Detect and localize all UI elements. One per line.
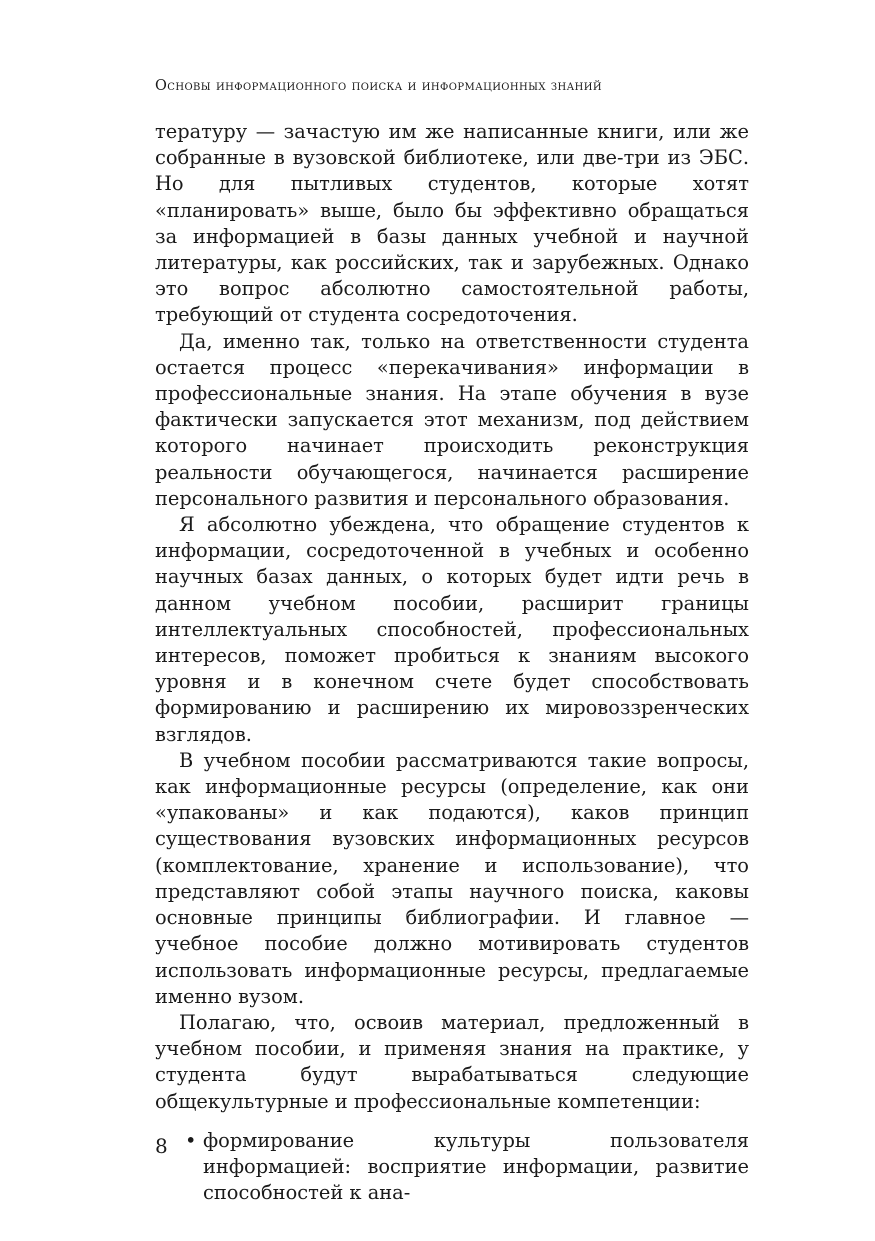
paragraph-4: В учебном пособии рассматриваются такие вопросы, как информационные ресурсы (определение, как они «упакованы» и как подаются), каков принцип существования вузовских информационных ресурсов (комплектование, хранение и использование), что представляют собой этапы научного поиска, каковы основные принципы библиографии. И главное — учебное пособие должно мотивировать студентов использовать информационные ресурсы, предлагаемые именно вузом.	[155, 748, 749, 1008]
paragraph-1: тературу — зачастую им же написанные книги, или же собранные в вузовской библиотеке, или две-три из ЭБС. Но для пытливых студентов, которые хотят «планировать» выше, было бы эффективно обращаться за информацией в базы данных учебной и научной литературы, как российских, так и зарубежных. Однако это вопрос абсолютно самостоятельной работы, требующий от студента сосредоточения.	[155, 120, 749, 327]
paragraph-3: Я абсолютно убеждена, что обращение студентов к информации, сосредоточенной в учебных и особенно научных базах данных, о которых будет идти речь в данном учебном пособии, расширит границы интеллектуальных способностей, профессиональных интересов, поможет пробиться к знаниям высокого уровня и в конечном счете будет способствовать формированию и расширению их мировоззренческих взглядов.	[155, 513, 749, 746]
page-number: 8	[155, 1134, 168, 1158]
body-text	[155, 119, 749, 1206]
list-item	[185, 1128, 749, 1207]
running-header: Основы информационного поиска и информационных знаний	[155, 78, 603, 94]
list-item-text: формирование культуры пользователя информацией: восприятие информации, развитие способностей к ана-	[203, 1128, 749, 1205]
bullet-icon: •	[185, 1128, 197, 1152]
paragraph-5: Полагаю, что, освоив материал, предложенный в учебном пособии, и применяя знания на практике, у студента будут вырабатываться следующие общекультурные и профессиональные компетенции:	[155, 1010, 749, 1113]
paragraph-2: Да, именно так, только на ответственности студента остается процесс «перекачивания» информации в профессиональные знания. На этапе обучения в вузе фактически запускается этот механизм, под действием которого начинает происходить реконструкция реальности обучающегося, начинается расширение персонального развития и персонального образования.	[155, 329, 749, 510]
competencies-list	[155, 1128, 749, 1207]
